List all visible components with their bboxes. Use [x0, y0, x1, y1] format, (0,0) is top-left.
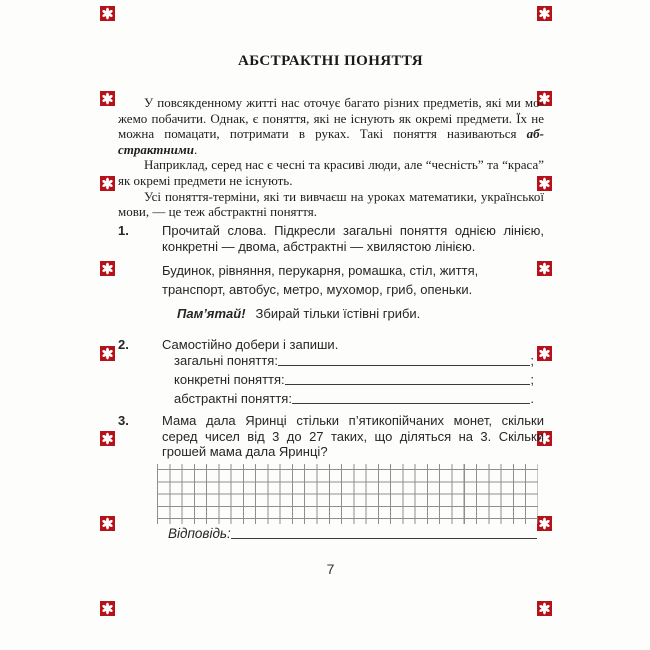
intro-paragraph-3: Усі поняття-терміни, які ти вивчаєш на уроках математики, української мови, — це теж абстрактні поняття.	[118, 188, 544, 220]
blank-line-abstract: абстрактні поняття: .	[174, 391, 534, 406]
exercise-1-word-list	[162, 261, 544, 299]
intro-paragraph-2: Наприклад, серед нас є чесні та красиві люди, але “чесність” та “краса” як окремі предмети не існують.	[118, 157, 544, 188]
graph-paper-grid	[157, 464, 538, 524]
exercise-1-number: 1.	[118, 223, 129, 238]
exercise-3-number: 3.	[118, 413, 129, 428]
graph-paper-grid-lines	[157, 469, 538, 519]
exercise-2	[118, 337, 544, 353]
memo-text: Збирай тільки їстівні гриби.	[255, 306, 421, 321]
flower-star-icon	[100, 261, 115, 276]
write-in-line	[292, 402, 530, 404]
intro-paragraph-1: У повсякденному житті нас оточує багато різних предметів, які ми можемо побачити. Однак, є поняття, які не існують як окремі предмети. Їх не можна помацати, потримати в руках. Такі поняття називаються абстрактними.	[118, 95, 544, 157]
highlighted-term: абстрактними	[118, 126, 544, 157]
blank-line-concrete: конкретні поняття: ;	[174, 372, 534, 387]
flower-star-icon	[100, 346, 115, 361]
flower-star-icon	[100, 91, 115, 106]
blank-line-general: загальні поняття: ;	[174, 353, 534, 368]
exercise-3-task: Мама дала Яринці стільки п’ятикопійчаних монет, скільки серед чисел від 3 до 27 таких, що діляться на 3. Скільки грошей мама дала Яринці?	[162, 413, 544, 459]
intro-text	[118, 95, 544, 220]
flower-star-icon	[537, 516, 552, 531]
flower-star-icon	[100, 601, 115, 616]
exercise-1-task: Прочитай слова. Підкресли загальні поняття однією лінією, конкретні — двома, абстрактні — хвилястою лінією.	[162, 223, 544, 254]
page-title: АБСТРАКТНІ ПОНЯТТЯ	[237, 53, 423, 69]
page-number: 7	[326, 561, 335, 577]
exercise-2-task: Самостійно добери і запиши.	[162, 337, 339, 352]
answer-label: Відповідь:	[168, 526, 231, 541]
flower-star-icon	[537, 601, 552, 616]
blank-label: абстрактні поняття:	[174, 391, 292, 406]
flower-star-icon	[100, 6, 115, 21]
write-in-line	[285, 383, 531, 385]
blank-label: конкретні поняття:	[174, 372, 285, 387]
write-in-line	[278, 364, 530, 366]
exercise-2-number: 2.	[118, 337, 129, 352]
flower-star-icon	[537, 6, 552, 21]
answer-write-in-line	[231, 537, 537, 539]
flower-star-icon	[100, 431, 115, 446]
memo-label: Пам’ятай!	[177, 306, 246, 321]
exercise-3	[118, 413, 544, 460]
flower-star-icon	[100, 176, 115, 191]
word-list-line: транспорт, автобус, метро, мухомор, гриб, опеньки.	[162, 282, 473, 297]
exercise-1	[118, 223, 544, 254]
memo-note	[177, 306, 544, 321]
blank-label: загальні поняття:	[174, 353, 278, 368]
flower-star-icon	[100, 516, 115, 531]
answer-row	[168, 524, 537, 541]
word-list-line: Будинок, рівняння, перукарня, ромашка, стіл, життя,	[162, 263, 479, 278]
